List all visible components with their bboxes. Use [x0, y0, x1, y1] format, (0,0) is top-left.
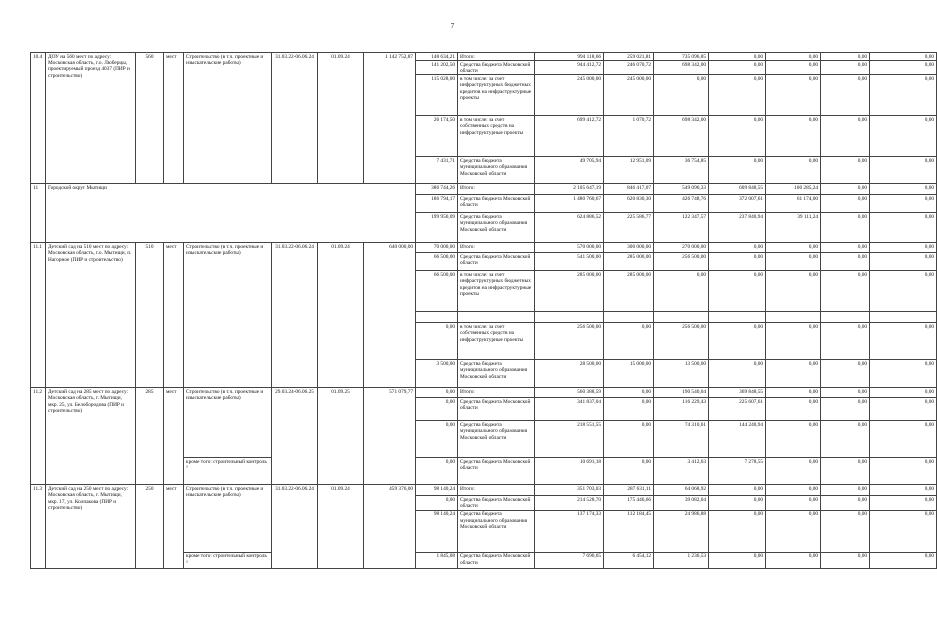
table-cell: 0,00 — [654, 75, 709, 116]
table-cell: 0,00 — [709, 271, 766, 312]
table-cell — [458, 312, 535, 323]
table-cell: Средства бюджета муниципального образования Московской области — [458, 421, 535, 458]
table-cell: 0,00 — [870, 388, 937, 398]
table-cell: 549 096,33 — [654, 184, 709, 195]
table-cell: 0,00 — [604, 421, 654, 458]
table-cell — [416, 312, 458, 323]
table-cell: 0,00 — [604, 323, 654, 360]
table-cell: 426 748,76 — [654, 195, 709, 213]
table-cell: Итого: — [458, 243, 535, 253]
table-cell: 0,00 — [416, 496, 458, 510]
table-cell: 0,00 — [870, 53, 937, 61]
table-cell: 0,00 — [821, 243, 870, 253]
table-cell: 100 285,24 — [766, 184, 821, 195]
table-cell: 0,00 — [870, 213, 937, 243]
table-cell: 246 070,72 — [604, 61, 654, 75]
table-cell: Средства бюджета муниципального образования Московской области — [458, 157, 535, 184]
table-cell: 11.3 — [31, 485, 46, 568]
table-cell: в том числе: за счет собственных средств на инфраструктурные проекты — [458, 116, 535, 157]
table-cell — [654, 312, 709, 323]
table-cell: 0,00 — [766, 271, 821, 312]
table-cell: 0,00 — [821, 195, 870, 213]
table-cell: 1 070,72 — [604, 116, 654, 157]
table-cell: Детский сад на 285 мест по адресу: Московская область, г. Мытищи, мкр. 25, ул. Белобородова (ПИР и строительство) — [46, 388, 136, 485]
table-cell: 0,00 — [766, 388, 821, 398]
table-cell: 0,00 — [821, 53, 870, 61]
table-cell: 459 376,00 — [364, 485, 416, 568]
table-cell: 369 848,55 — [709, 388, 766, 398]
table-cell: 300 000,00 — [604, 243, 654, 253]
table-cell: 699 412,72 — [535, 116, 604, 157]
table-cell: 0,00 — [766, 485, 821, 496]
table-cell: 49 705,94 — [535, 157, 604, 184]
table-cell: 28 500,00 — [535, 360, 604, 388]
table-cell: 13 500,00 — [654, 360, 709, 388]
table-cell: 115 028,00 — [416, 75, 458, 116]
table-cell: 11.2 — [31, 388, 46, 485]
table-cell: 0,00 — [870, 271, 937, 312]
table-cell: 0,00 — [709, 61, 766, 75]
table-cell: 0,00 — [766, 510, 821, 552]
table-cell: 0,00 — [766, 243, 821, 253]
table-cell: 7 690,65 — [535, 552, 604, 568]
table-cell: 7 431,71 — [416, 157, 458, 184]
table-cell: 0,00 — [709, 243, 766, 253]
table-cell: 510 — [136, 243, 164, 388]
table-cell — [766, 312, 821, 323]
table-cell: 29.03.24-06.06.25 — [272, 388, 318, 485]
table-cell: 141 202,50 — [416, 61, 458, 75]
table-cell: 0,00 — [654, 271, 709, 312]
table-cell: 0,00 — [766, 458, 821, 485]
table-cell: 0,00 — [821, 421, 870, 458]
table-cell: Средства бюджета Московской области — [458, 398, 535, 421]
table-cell: 137 174,33 — [535, 510, 604, 552]
table-cell: Средства бюджета Московской области — [458, 552, 535, 568]
table-cell: 116 229,43 — [654, 398, 709, 421]
table-cell: 3 500,00 — [416, 360, 458, 388]
table-cell: Городской округ Мытищи — [46, 184, 416, 243]
table-cell: 609 848,55 — [709, 184, 766, 195]
table-cell — [870, 312, 937, 323]
table-cell: 01.09.24 — [318, 243, 364, 388]
table-cell: 1 845,08 — [416, 552, 458, 568]
table-cell: 12 951,09 — [604, 157, 654, 184]
table-cell: 0,00 — [870, 458, 937, 485]
table-cell: в том числе: за счет инфраструктурных бюджетных кредитов на инфраструктурные проекты — [458, 271, 535, 312]
table-cell: 0,00 — [766, 253, 821, 271]
table-cell: 0,00 — [870, 116, 937, 157]
table-cell: 846 417,07 — [604, 184, 654, 195]
table-cell: 0,00 — [766, 552, 821, 568]
table-cell: мест — [164, 485, 184, 568]
table-cell: 11.1 — [31, 243, 46, 388]
table-cell: 560 388,59 — [535, 388, 604, 398]
table-cell: 225 586,77 — [604, 213, 654, 243]
table-cell: 98 140,24 — [416, 485, 458, 496]
table-cell: Строительство (в т.ч. проектные и изыскательские работы) — [184, 53, 272, 184]
table-cell: 259 021,81 — [604, 53, 654, 61]
table-cell: кроме того: строительный контроль ³ — [184, 458, 272, 485]
table-cell: 0,00 — [709, 552, 766, 568]
table-cell: 31.03.22-06.06.24 — [272, 53, 318, 184]
table-cell: 0,00 — [821, 496, 870, 510]
table-cell: 0,00 — [870, 61, 937, 75]
table-cell: 0,00 — [709, 323, 766, 360]
table-cell: 01.09.24 — [318, 485, 364, 568]
table-cell: 74 310,61 — [654, 421, 709, 458]
table-cell: 0,00 — [870, 253, 937, 271]
table-cell: 190 540,04 — [654, 388, 709, 398]
table-cell: 0,00 — [870, 510, 937, 552]
table-cell: Средства бюджета муниципального образования Московской области — [458, 213, 535, 243]
table-cell: Средства бюджета муниципального образования Московской области — [458, 510, 535, 552]
table-cell: 0,00 — [821, 157, 870, 184]
table-cell: 225 607,61 — [709, 398, 766, 421]
table-cell: 237 840,94 — [709, 213, 766, 243]
table-cell: 0,00 — [766, 53, 821, 61]
table-cell: 0,00 — [821, 510, 870, 552]
table-cell: 31.03.22-06.06.24 — [272, 243, 318, 388]
table-cell: 0,00 — [416, 458, 458, 485]
table-row — [31, 184, 937, 195]
table-cell: Строительство (в т.ч. проектные и изыскательские работы) — [184, 485, 272, 552]
table-cell: кроме того: строительный контроль ³ — [184, 552, 272, 568]
page-number: 7 — [450, 22, 455, 30]
table-cell: 0,00 — [870, 323, 937, 360]
table-cell: 270 000,00 — [654, 243, 709, 253]
table-cell: 1 480 760,67 — [535, 195, 604, 213]
table-cell: Строительство (в т.ч. проектные и изыскательские работы) — [184, 388, 272, 458]
table-row — [31, 243, 937, 253]
table-cell: 0,00 — [821, 552, 870, 568]
table-cell: Средства бюджета Московской области — [458, 253, 535, 271]
table-cell: 0,00 — [416, 388, 458, 398]
table-cell: 3 412,63 — [654, 458, 709, 485]
table-cell: 0,00 — [870, 157, 937, 184]
table-cell: ДОУ на 560 мест по адресу: Московская область, г.о. Люберцы, проектируемый проезд 4037 (ПИР и строительство) — [46, 53, 136, 184]
table-cell: 256 500,00 — [654, 253, 709, 271]
table-cell: 256 500,00 — [535, 323, 604, 360]
table-cell: 0,00 — [870, 195, 937, 213]
table-cell: 285 000,00 — [535, 271, 604, 312]
table-cell: 0,00 — [766, 323, 821, 360]
table-cell: Строительство (в т.ч. проектные и изыскательские работы) — [184, 243, 272, 388]
table-cell: 0,00 — [870, 496, 937, 510]
table-cell: 39 111,24 — [766, 213, 821, 243]
table-cell: 624 886,52 — [535, 213, 604, 243]
table-cell: 0,00 — [821, 253, 870, 271]
table-cell: 341 837,04 — [535, 398, 604, 421]
table-cell: 0,00 — [416, 323, 458, 360]
table-cell: Итого: — [458, 53, 535, 61]
table-cell: 24 986,88 — [654, 510, 709, 552]
table-cell: 66 500,00 — [416, 253, 458, 271]
table-cell: Итого: — [458, 388, 535, 398]
table-cell: 0,00 — [821, 61, 870, 75]
table-cell: 351 703,03 — [535, 485, 604, 496]
table-cell: 285 000,00 — [604, 253, 654, 271]
table-cell: 245 000,00 — [535, 75, 604, 116]
table-cell: в том числе: за счет инфраструктурных бюджетных кредитов на инфраструктурные проекты — [458, 75, 535, 116]
table-cell: 15 000,00 — [604, 360, 654, 388]
table-cell: мест — [164, 53, 184, 184]
table-cell: 10.4 — [31, 53, 46, 184]
table-cell: 285 — [136, 388, 164, 485]
table-cell: 0,00 — [766, 116, 821, 157]
table-cell: 0,00 — [604, 388, 654, 398]
table-cell: 122 347,57 — [654, 213, 709, 243]
table-cell: 0,00 — [766, 421, 821, 458]
table-row — [31, 53, 937, 61]
table-cell: 175 446,66 — [604, 496, 654, 510]
table-cell: 144 240,94 — [709, 421, 766, 458]
table-cell: 256 500,00 — [654, 323, 709, 360]
table-cell: 31.03.22-06.06.24 — [272, 485, 318, 568]
table-cell: 199 950,09 — [416, 213, 458, 243]
table-cell: 1 236,53 — [654, 552, 709, 568]
table-row — [31, 388, 937, 398]
table-cell: 218 551,55 — [535, 421, 604, 458]
table-cell: 0,00 — [870, 398, 937, 421]
table-cell: 0,00 — [870, 75, 937, 116]
table-cell: 0,00 — [709, 116, 766, 157]
table-cell: 0,00 — [766, 360, 821, 388]
table-cell: 0,00 — [821, 184, 870, 195]
table-cell: 0,00 — [821, 213, 870, 243]
table-cell — [821, 312, 870, 323]
table-cell: 0,00 — [821, 323, 870, 360]
table-cell: 640 000,00 — [364, 243, 416, 388]
table-row — [31, 485, 937, 496]
table-cell: Детский сад на 250 мест по адресу: Московская область, г. Мытищи, мкр. 17, ул. Колпакова (ПИР и строительство) — [46, 485, 136, 568]
table-cell: 0,00 — [709, 157, 766, 184]
table-cell: 64 068,92 — [654, 485, 709, 496]
table-cell: 0,00 — [870, 485, 937, 496]
table-cell: 0,00 — [709, 253, 766, 271]
table-cell: 287 631,11 — [604, 485, 654, 496]
table-cell: 0,00 — [821, 360, 870, 388]
table-cell: 0,00 — [766, 75, 821, 116]
table-cell: 01.09.24 — [318, 53, 364, 184]
table-cell: 26 174,50 — [416, 116, 458, 157]
table-cell: 0,00 — [766, 61, 821, 75]
table-cell — [709, 312, 766, 323]
table-cell: 0,00 — [821, 388, 870, 398]
table-cell: 66 500,00 — [416, 271, 458, 312]
table-cell: 0,00 — [766, 398, 821, 421]
table-cell: 250 — [136, 485, 164, 568]
table-cell: 386 744,26 — [416, 184, 458, 195]
table-cell: мест — [164, 388, 184, 485]
table-cell: Средства бюджета Московской области — [458, 61, 535, 75]
table-cell: 186 794,17 — [416, 195, 458, 213]
table-cell: 0,00 — [870, 243, 937, 253]
table-cell: 245 000,00 — [604, 75, 654, 116]
table-cell — [535, 312, 604, 323]
table-cell: 698 342,00 — [654, 61, 709, 75]
table-cell: 0,00 — [870, 552, 937, 568]
table-cell: 0,00 — [870, 184, 937, 195]
table-cell: 0,00 — [604, 398, 654, 421]
table-cell: Детский сад на 510 мест по адресу: Московская область, г.о. Мытищи, п. Нагорное (ПИР и строительство) — [46, 243, 136, 388]
table-cell: 0,00 — [821, 75, 870, 116]
table-cell: Средства бюджета муниципального образования Московской области — [458, 360, 535, 388]
table-cell: 570 000,00 — [535, 243, 604, 253]
table-body — [31, 53, 937, 569]
table-cell: мест — [164, 243, 184, 388]
table-cell: 0,00 — [709, 360, 766, 388]
table-cell: 10 691,18 — [535, 458, 604, 485]
table-cell: 0,00 — [416, 398, 458, 421]
table-cell: 0,00 — [604, 458, 654, 485]
table-cell: 0,00 — [709, 53, 766, 61]
table-cell: 214 528,70 — [535, 496, 604, 510]
table-cell: 571 079,77 — [364, 388, 416, 485]
table-cell: 0,00 — [766, 496, 821, 510]
table-cell: 11 — [31, 184, 46, 243]
table-cell: 7 278,55 — [709, 458, 766, 485]
table-cell: 0,00 — [821, 398, 870, 421]
financing-table — [30, 52, 937, 569]
table-cell: 0,00 — [709, 485, 766, 496]
table-cell: 39 082,04 — [654, 496, 709, 510]
table-cell: 0,00 — [821, 458, 870, 485]
table-cell: 372 007,61 — [709, 195, 766, 213]
table-cell: 6 454,12 — [604, 552, 654, 568]
table-cell: 70 000,00 — [416, 243, 458, 253]
table-cell: 36 754,85 — [654, 157, 709, 184]
table-cell: 0,00 — [870, 421, 937, 458]
table-cell: 0,00 — [709, 75, 766, 116]
table-cell: Итого: — [458, 184, 535, 195]
table-cell: 0,00 — [870, 360, 937, 388]
table-cell: в том числе: за счет собственных средств на инфраструктурные проекты — [458, 323, 535, 360]
table-cell: Средства бюджета Московской области — [458, 195, 535, 213]
table-cell: 560 — [136, 53, 164, 184]
table-cell: 01.09.25 — [318, 388, 364, 485]
table-cell: Средства бюджета Московской области — [458, 496, 535, 510]
table-cell: 698 342,00 — [654, 116, 709, 157]
table-cell: 112 184,45 — [604, 510, 654, 552]
table-cell: 0,00 — [766, 157, 821, 184]
table-cell — [604, 312, 654, 323]
table-cell: 148 634,21 — [416, 53, 458, 61]
table-cell: 0,00 — [416, 421, 458, 458]
table-cell: 0,00 — [709, 510, 766, 552]
table-cell: 0,00 — [709, 496, 766, 510]
table-cell: 61 174,00 — [766, 195, 821, 213]
table-cell: 0,00 — [821, 271, 870, 312]
table-cell: Средства бюджета Московской области — [458, 458, 535, 485]
table-cell: 98 140,24 — [416, 510, 458, 552]
table-cell: 735 096,85 — [654, 53, 709, 61]
table-cell: 0,00 — [821, 116, 870, 157]
table-cell: 285 000,00 — [604, 271, 654, 312]
table-cell: 994 118,66 — [535, 53, 604, 61]
table-cell: 944 412,72 — [535, 61, 604, 75]
table-cell: 1 142 752,87 — [364, 53, 416, 184]
table-cell: 2 105 647,19 — [535, 184, 604, 195]
table-cell: Итого: — [458, 485, 535, 496]
table-cell: 620 830,30 — [604, 195, 654, 213]
table-cell: 0,00 — [821, 485, 870, 496]
table-cell: 541 500,00 — [535, 253, 604, 271]
